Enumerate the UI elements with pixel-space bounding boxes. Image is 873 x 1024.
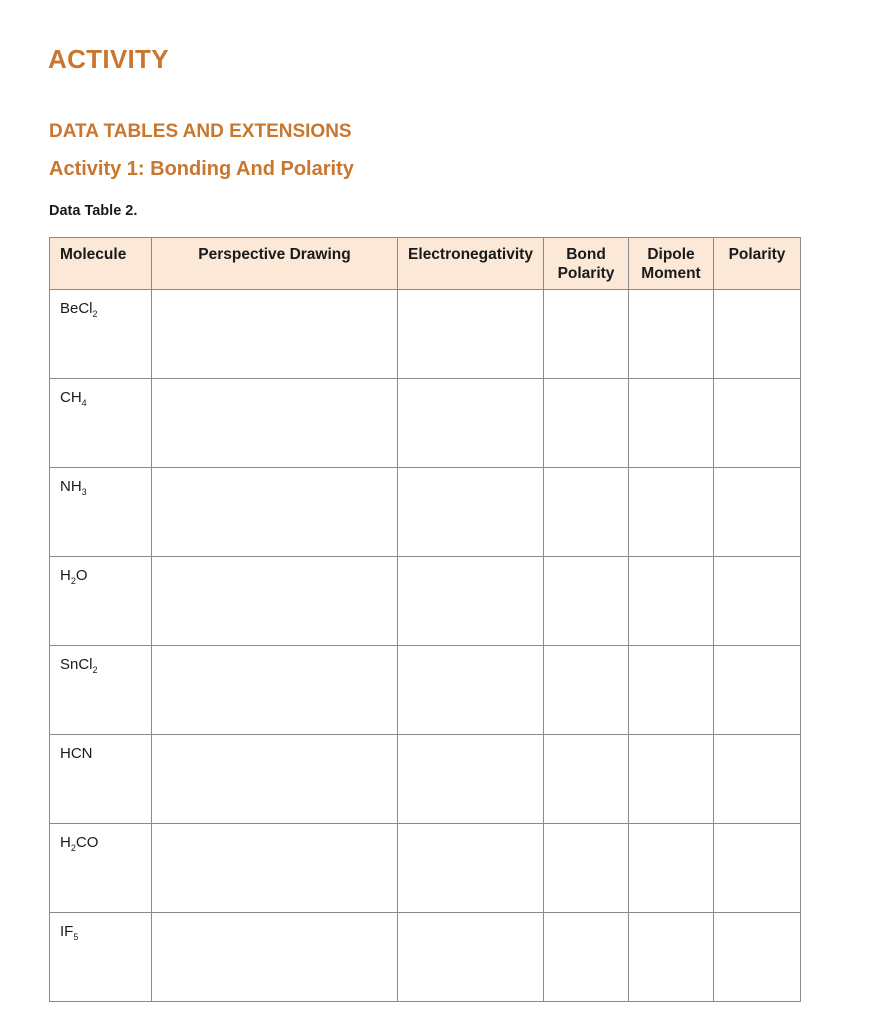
molecule-name: BeCl — [60, 300, 93, 317]
dipole-moment-cell[interactable] — [629, 468, 714, 557]
molecule-cell — [50, 290, 152, 379]
molecule-cell — [50, 824, 152, 913]
molecule-name: H — [60, 834, 71, 851]
electronegativity-cell[interactable] — [398, 290, 544, 379]
table-row — [50, 290, 801, 379]
table-row — [50, 824, 801, 913]
molecule-subscript: 2 — [92, 309, 98, 319]
molecule-cell — [50, 557, 152, 646]
table-header-row — [50, 238, 801, 290]
table-row — [50, 735, 801, 824]
header-molecule: Molecule — [50, 238, 152, 290]
dipole-moment-cell[interactable] — [629, 735, 714, 824]
data-table — [49, 237, 801, 1002]
electronegativity-cell[interactable] — [398, 913, 544, 1002]
dipole-moment-cell[interactable] — [629, 646, 714, 735]
molecule-subscript: 5 — [73, 932, 79, 942]
bond-polarity-cell[interactable] — [544, 824, 629, 913]
molecule-cell — [50, 468, 152, 557]
molecule-subscript: 2 — [92, 665, 98, 675]
perspective-drawing-cell[interactable] — [152, 379, 398, 468]
table-row — [50, 646, 801, 735]
molecule-subscript: 2 — [70, 843, 76, 853]
table-row — [50, 913, 801, 1002]
polarity-cell[interactable] — [714, 468, 801, 557]
perspective-drawing-cell[interactable] — [152, 468, 398, 557]
molecule-cell — [50, 646, 152, 735]
electronegativity-cell[interactable] — [398, 735, 544, 824]
molecule-name: HCN — [60, 745, 93, 762]
bond-polarity-cell[interactable] — [544, 913, 629, 1002]
perspective-drawing-cell[interactable] — [152, 557, 398, 646]
table-row — [50, 557, 801, 646]
dipole-moment-cell[interactable] — [629, 379, 714, 468]
molecule-name: NH — [60, 478, 82, 495]
polarity-cell[interactable] — [714, 557, 801, 646]
header-bond-polarity: Bond Polarity — [544, 238, 629, 290]
dipole-moment-cell[interactable] — [629, 557, 714, 646]
molecule-subscript: 3 — [81, 487, 87, 497]
dipole-moment-cell[interactable] — [629, 824, 714, 913]
table-row — [50, 379, 801, 468]
bond-polarity-cell[interactable] — [544, 379, 629, 468]
electronegativity-cell[interactable] — [398, 824, 544, 913]
header-perspective-drawing: Perspective Drawing — [152, 238, 398, 290]
bond-polarity-cell[interactable] — [544, 735, 629, 824]
molecule-name: IF — [60, 923, 74, 940]
bond-polarity-cell[interactable] — [544, 557, 629, 646]
header-electronegativity: Electronegativity — [398, 238, 544, 290]
molecule-name: CH — [60, 389, 82, 406]
molecule-name-tail: O — [75, 567, 88, 584]
polarity-cell[interactable] — [714, 735, 801, 824]
perspective-drawing-cell[interactable] — [152, 646, 398, 735]
dipole-moment-cell[interactable] — [629, 913, 714, 1002]
perspective-drawing-cell[interactable] — [152, 913, 398, 1002]
bond-polarity-cell[interactable] — [544, 468, 629, 557]
page-heading: ACTIVITY — [48, 44, 169, 74]
electronegativity-cell[interactable] — [398, 468, 544, 557]
polarity-cell[interactable] — [714, 913, 801, 1002]
perspective-drawing-cell[interactable] — [152, 290, 398, 379]
molecule-name: SnCl — [60, 656, 93, 673]
dipole-moment-cell[interactable] — [629, 290, 714, 379]
molecule-cell — [50, 735, 152, 824]
polarity-cell[interactable] — [714, 646, 801, 735]
section-title: DATA TABLES AND EXTENSIONS — [49, 121, 352, 142]
header-dipole-moment: Dipole Moment — [629, 238, 714, 290]
electronegativity-cell[interactable] — [398, 379, 544, 468]
molecule-cell — [50, 379, 152, 468]
table-caption: Data Table 2. — [49, 203, 138, 219]
activity-title: Activity 1: Bonding And Polarity — [49, 158, 354, 180]
polarity-cell[interactable] — [714, 290, 801, 379]
bond-polarity-cell[interactable] — [544, 290, 629, 379]
table-row — [50, 468, 801, 557]
header-polarity: Polarity — [714, 238, 801, 290]
perspective-drawing-cell[interactable] — [152, 824, 398, 913]
perspective-drawing-cell[interactable] — [152, 735, 398, 824]
molecule-name-tail: CO — [75, 834, 99, 851]
bond-polarity-cell[interactable] — [544, 646, 629, 735]
molecule-subscript: 2 — [70, 576, 76, 586]
polarity-cell[interactable] — [714, 379, 801, 468]
polarity-cell[interactable] — [714, 824, 801, 913]
molecule-cell — [50, 913, 152, 1002]
electronegativity-cell[interactable] — [398, 557, 544, 646]
electronegativity-cell[interactable] — [398, 646, 544, 735]
molecule-subscript: 4 — [81, 398, 87, 408]
molecule-name: H — [60, 567, 71, 584]
